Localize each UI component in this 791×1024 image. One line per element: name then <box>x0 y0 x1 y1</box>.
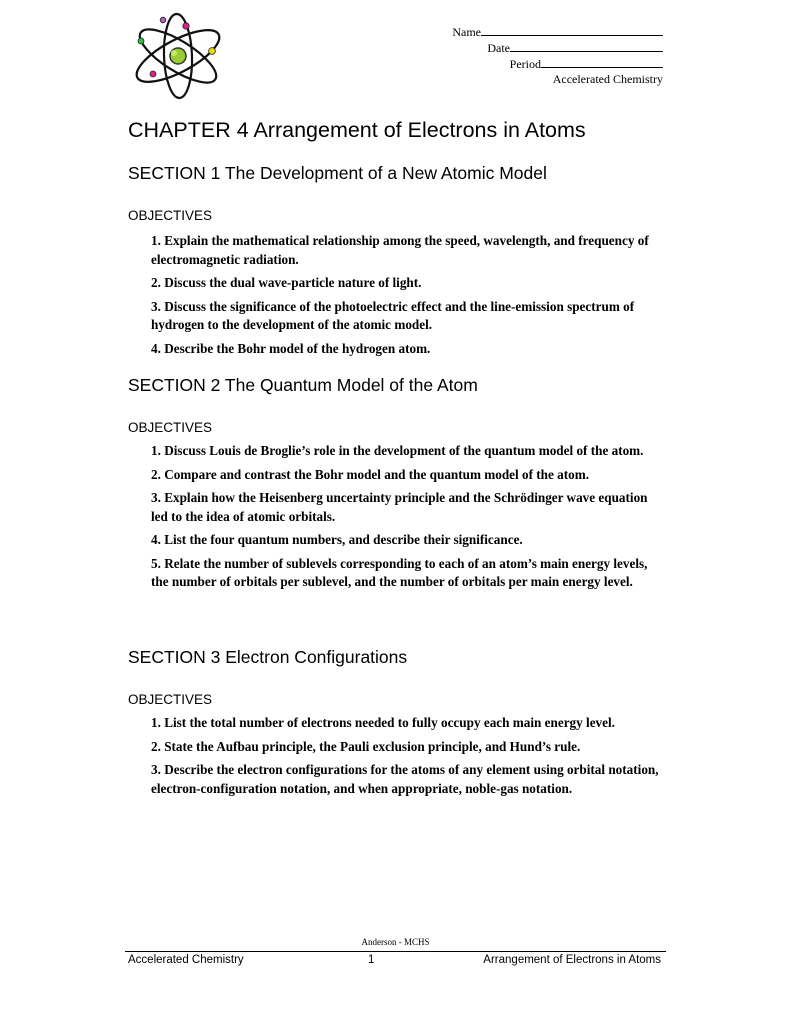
footer-chapter: Arrangement of Electrons in Atoms <box>483 954 661 966</box>
section-2-objectives-label: OBJECTIVES <box>128 420 213 435</box>
objective-item: 3. Describe the electron configurations for the atoms of any element using orbital notation, electron-configuration notation, and when appropriate, noble-gas notation. <box>151 762 659 796</box>
objective-item: 1. List the total number of electrons needed to fully occupy each main energy level. <box>151 715 615 730</box>
objective-item: 2. State the Aufbau principle, the Pauli exclusion principle, and Hund’s rule. <box>151 738 581 754</box>
objective-item: 2. Compare and contrast the Bohr model and the quantum model of the atom. <box>151 466 590 482</box>
footer-credit: Anderson - MCHS <box>361 937 430 947</box>
chapter-title: CHAPTER 4 Arrangement of Electrons in Atoms <box>128 118 586 142</box>
objective-item: 3. Explain how the Heisenberg uncertainty principle and the Schrödinger wave equation led to the idea of atomic orbitals. <box>151 490 648 524</box>
objective-item: 4. List the four quantum numbers, and describe their significance. <box>151 532 523 547</box>
atom-icon <box>128 8 228 104</box>
section-1-objectives-label: OBJECTIVES <box>128 208 213 223</box>
name-field[interactable] <box>452 24 663 40</box>
section-2-objectives <box>151 442 666 597</box>
student-info-fields <box>452 24 663 87</box>
footer-divider <box>125 951 666 952</box>
objective-item: 5. Relate the number of sublevels corresponding to each of an atom’s main energy levels, the number of orbitals per sublevel, and the number of orbitals per main energy level. <box>151 555 648 589</box>
footer-course: Accelerated Chemistry <box>128 954 244 966</box>
objective-item: 2. Discuss the dual wave-particle nature of light. <box>151 275 422 290</box>
objective-item: 4. Describe the Bohr model of the hydrogen atom. <box>151 340 431 356</box>
name-blank[interactable] <box>481 24 663 36</box>
section-2-title: SECTION 2 The Quantum Model of the Atom <box>128 375 478 395</box>
name-label: Name <box>452 25 481 39</box>
page-footer <box>128 953 661 969</box>
section-3-objectives-label: OBJECTIVES <box>128 692 213 707</box>
objective-item: 1. Discuss Louis de Broglie’s role in the development of the quantum model of the atom. <box>151 443 644 458</box>
page-number: 1 <box>368 954 375 966</box>
objective-item: 3. Discuss the significance of the photoelectric effect and the line-emission spectrum of hydrogen to the development of the atomic model. <box>151 298 635 332</box>
date-label: Date <box>487 41 510 55</box>
period-label: Period <box>509 57 541 71</box>
period-field[interactable] <box>452 56 663 72</box>
section-3-objectives <box>151 714 666 803</box>
date-blank[interactable] <box>510 40 663 52</box>
date-field[interactable] <box>452 40 663 56</box>
section-3-title: SECTION 3 Electron Configurations <box>128 647 408 667</box>
period-blank[interactable] <box>541 56 663 68</box>
course-name: Accelerated Chemistry <box>552 72 663 86</box>
section-1-title: SECTION 1 The Development of a New Atomic Model <box>128 163 547 183</box>
section-1-objectives <box>151 232 666 363</box>
objective-item: 1. Explain the mathematical relationship among the speed, wavelength, and frequency of electromagnetic radiation. <box>151 233 649 267</box>
atom-logo <box>128 8 228 104</box>
